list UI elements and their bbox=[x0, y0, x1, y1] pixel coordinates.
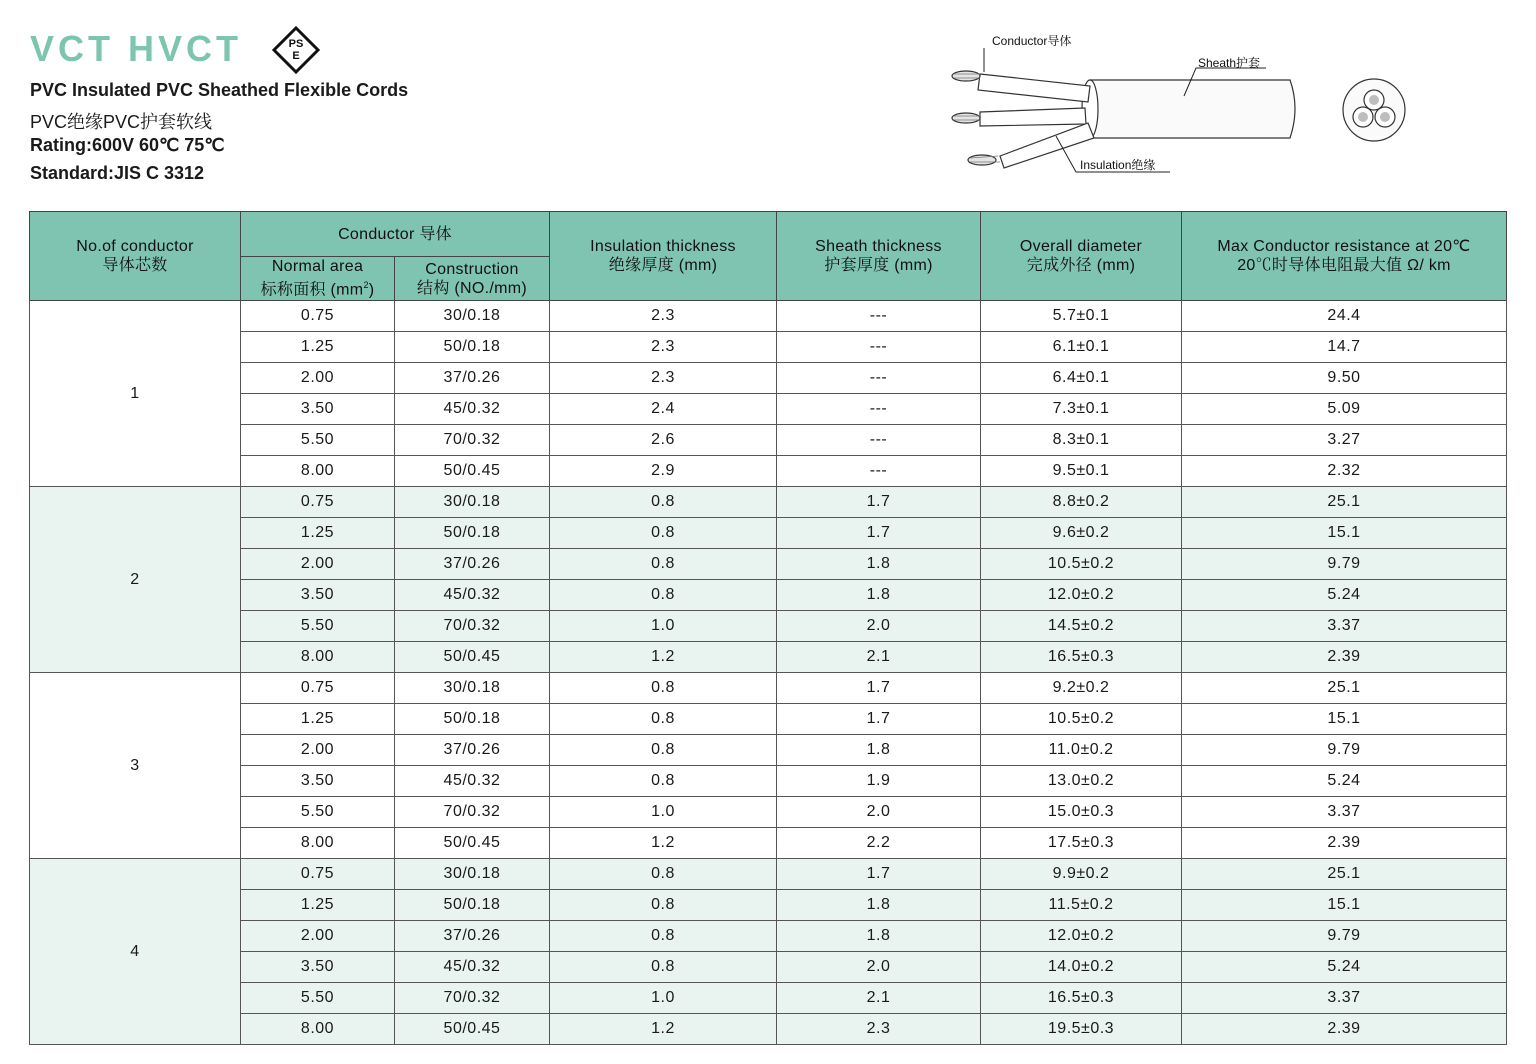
sheath-cell: --- bbox=[777, 456, 981, 487]
normal-area-cell: 3.50 bbox=[241, 766, 395, 797]
resistance-cell: 15.1 bbox=[1182, 890, 1507, 921]
overall-diameter-cell: 10.5±0.2 bbox=[981, 549, 1182, 580]
normal-area-cell: 1.25 bbox=[241, 518, 395, 549]
table-row bbox=[30, 363, 1507, 394]
conductor-count-cell: 1 bbox=[30, 301, 241, 487]
normal-area-cell: 1.25 bbox=[241, 704, 395, 735]
conductor-count-cell: 4 bbox=[30, 859, 241, 1045]
sheath-cell: 2.0 bbox=[777, 952, 981, 983]
table-row bbox=[30, 983, 1507, 1014]
overall-diameter-cell: 9.6±0.2 bbox=[981, 518, 1182, 549]
construction-cell: 70/0.32 bbox=[395, 797, 550, 828]
table-row bbox=[30, 580, 1507, 611]
normal-area-cell: 8.00 bbox=[241, 1014, 395, 1045]
resistance-cell: 3.37 bbox=[1182, 611, 1507, 642]
normal-area-cell: 5.50 bbox=[241, 797, 395, 828]
normal-area-cell: 0.75 bbox=[241, 487, 395, 518]
insulation-cell: 0.8 bbox=[550, 518, 777, 549]
normal-area-cell: 2.00 bbox=[241, 735, 395, 766]
sheath-cell: --- bbox=[777, 394, 981, 425]
construction-cell: 37/0.26 bbox=[395, 363, 550, 394]
construction-cell: 30/0.18 bbox=[395, 859, 550, 890]
insulation-cell: 0.8 bbox=[550, 766, 777, 797]
resistance-cell: 15.1 bbox=[1182, 518, 1507, 549]
resistance-cell: 2.39 bbox=[1182, 828, 1507, 859]
insulation-cell: 2.4 bbox=[550, 394, 777, 425]
construction-cell: 70/0.32 bbox=[395, 611, 550, 642]
resistance-cell: 2.39 bbox=[1182, 642, 1507, 673]
header-sheath-thickness: Sheath thickness 护套厚度 (mm) bbox=[777, 212, 981, 301]
overall-diameter-cell: 8.3±0.1 bbox=[981, 425, 1182, 456]
construction-cell: 50/0.45 bbox=[395, 456, 550, 487]
table-row bbox=[30, 673, 1507, 704]
insulation-cell: 2.3 bbox=[550, 301, 777, 332]
normal-area-cell: 1.25 bbox=[241, 890, 395, 921]
overall-diameter-cell: 15.0±0.3 bbox=[981, 797, 1182, 828]
construction-cell: 50/0.18 bbox=[395, 518, 550, 549]
overall-diameter-cell: 16.5±0.3 bbox=[981, 642, 1182, 673]
table-body bbox=[30, 301, 1507, 1045]
insulation-cell: 1.0 bbox=[550, 797, 777, 828]
normal-area-cell: 3.50 bbox=[241, 580, 395, 611]
table-row bbox=[30, 301, 1507, 332]
sheath-cell: 1.7 bbox=[777, 704, 981, 735]
table-row bbox=[30, 425, 1507, 456]
resistance-cell: 5.24 bbox=[1182, 952, 1507, 983]
insulation-cell: 0.8 bbox=[550, 921, 777, 952]
resistance-cell: 15.1 bbox=[1182, 704, 1507, 735]
sheath-cell: 2.1 bbox=[777, 983, 981, 1014]
sheath-cell: --- bbox=[777, 425, 981, 456]
overall-diameter-cell: 11.0±0.2 bbox=[981, 735, 1182, 766]
insulation-cell: 2.3 bbox=[550, 332, 777, 363]
normal-area-cell: 5.50 bbox=[241, 611, 395, 642]
conductor-count-cell: 2 bbox=[30, 487, 241, 673]
resistance-cell: 5.24 bbox=[1182, 766, 1507, 797]
normal-area-cell: 2.00 bbox=[241, 363, 395, 394]
construction-cell: 37/0.26 bbox=[395, 735, 550, 766]
normal-area-cell: 1.25 bbox=[241, 332, 395, 363]
construction-cell: 37/0.26 bbox=[395, 549, 550, 580]
sheath-cell: 2.0 bbox=[777, 611, 981, 642]
sheath-cell: 1.9 bbox=[777, 766, 981, 797]
product-title: VCT HVCT bbox=[30, 28, 242, 69]
insulation-cell: 0.8 bbox=[550, 580, 777, 611]
resistance-cell: 2.39 bbox=[1182, 1014, 1507, 1045]
table-row bbox=[30, 642, 1507, 673]
sheath-cell: 1.8 bbox=[777, 890, 981, 921]
overall-diameter-cell: 9.9±0.2 bbox=[981, 859, 1182, 890]
construction-cell: 30/0.18 bbox=[395, 301, 550, 332]
insulation-cell: 0.8 bbox=[550, 673, 777, 704]
construction-cell: 45/0.32 bbox=[395, 766, 550, 797]
resistance-cell: 9.50 bbox=[1182, 363, 1507, 394]
sheath-cell: 2.2 bbox=[777, 828, 981, 859]
sheath-label: Sheath护套 bbox=[1198, 56, 1261, 70]
insulation-cell: 1.2 bbox=[550, 1014, 777, 1045]
sheath-cell: --- bbox=[777, 363, 981, 394]
resistance-cell: 9.79 bbox=[1182, 549, 1507, 580]
table-row bbox=[30, 487, 1507, 518]
table-row bbox=[30, 518, 1507, 549]
table-row bbox=[30, 332, 1507, 363]
insulation-cell: 2.6 bbox=[550, 425, 777, 456]
resistance-cell: 5.24 bbox=[1182, 580, 1507, 611]
table-row bbox=[30, 890, 1507, 921]
sheath-cell: 1.7 bbox=[777, 859, 981, 890]
overall-diameter-cell: 5.7±0.1 bbox=[981, 301, 1182, 332]
insulation-cell: 0.8 bbox=[550, 487, 777, 518]
sheath-cell: --- bbox=[777, 332, 981, 363]
overall-diameter-cell: 11.5±0.2 bbox=[981, 890, 1182, 921]
normal-area-cell: 0.75 bbox=[241, 301, 395, 332]
table-row bbox=[30, 1014, 1507, 1045]
svg-text:PS: PS bbox=[288, 38, 304, 50]
table-row bbox=[30, 766, 1507, 797]
overall-diameter-cell: 10.5±0.2 bbox=[981, 704, 1182, 735]
conductor-count-cell: 3 bbox=[30, 673, 241, 859]
resistance-cell: 3.27 bbox=[1182, 425, 1507, 456]
construction-cell: 45/0.32 bbox=[395, 952, 550, 983]
normal-area-cell: 2.00 bbox=[241, 549, 395, 580]
resistance-cell: 25.1 bbox=[1182, 673, 1507, 704]
construction-cell: 70/0.32 bbox=[395, 983, 550, 1014]
construction-cell: 45/0.32 bbox=[395, 394, 550, 425]
table-row bbox=[30, 456, 1507, 487]
resistance-cell: 25.1 bbox=[1182, 487, 1507, 518]
sheath-cell: 2.1 bbox=[777, 642, 981, 673]
normal-area-cell: 3.50 bbox=[241, 394, 395, 425]
overall-diameter-cell: 13.0±0.2 bbox=[981, 766, 1182, 797]
overall-diameter-cell: 16.5±0.3 bbox=[981, 983, 1182, 1014]
sheath-cell: 1.7 bbox=[777, 487, 981, 518]
table-row bbox=[30, 859, 1507, 890]
header-max-resistance: Max Conductor resistance at 20℃ 20℃时导体电阻最大值 Ω/ km bbox=[1182, 212, 1507, 301]
insulation-cell: 2.3 bbox=[550, 363, 777, 394]
construction-cell: 50/0.18 bbox=[395, 704, 550, 735]
normal-area-cell: 5.50 bbox=[241, 425, 395, 456]
insulation-cell: 0.8 bbox=[550, 549, 777, 580]
resistance-cell: 3.37 bbox=[1182, 983, 1507, 1014]
table-row bbox=[30, 735, 1507, 766]
insulation-cell: 0.8 bbox=[550, 704, 777, 735]
sheath-cell: 1.8 bbox=[777, 921, 981, 952]
table-row bbox=[30, 797, 1507, 828]
standard-text: Standard:JIS C 3312 bbox=[30, 163, 205, 183]
overall-diameter-cell: 19.5±0.3 bbox=[981, 1014, 1182, 1045]
construction-cell: 50/0.45 bbox=[395, 642, 550, 673]
sheath-cell: 2.0 bbox=[777, 797, 981, 828]
resistance-cell: 3.37 bbox=[1182, 797, 1507, 828]
construction-cell: 30/0.18 bbox=[395, 487, 550, 518]
subtitle-english: PVC Insulated PVC Sheathed Flexible Cords bbox=[30, 80, 409, 100]
pse-mark-icon bbox=[272, 26, 320, 74]
overall-diameter-cell: 6.4±0.1 bbox=[981, 363, 1182, 394]
overall-diameter-cell: 12.0±0.2 bbox=[981, 921, 1182, 952]
specification-table bbox=[29, 211, 1507, 1045]
sheath-cell: --- bbox=[777, 301, 981, 332]
resistance-cell: 25.1 bbox=[1182, 859, 1507, 890]
normal-area-cell: 3.50 bbox=[241, 952, 395, 983]
rating-text: Rating:600V 60℃ 75℃ bbox=[30, 135, 225, 155]
insulation-cell: 0.8 bbox=[550, 890, 777, 921]
cable-diagram bbox=[940, 28, 1420, 178]
normal-area-cell: 0.75 bbox=[241, 673, 395, 704]
normal-area-cell: 0.75 bbox=[241, 859, 395, 890]
construction-cell: 30/0.18 bbox=[395, 673, 550, 704]
table-row bbox=[30, 611, 1507, 642]
construction-cell: 50/0.45 bbox=[395, 1014, 550, 1045]
header-overall-diameter: Overall diameter 完成外径 (mm) bbox=[981, 212, 1182, 301]
resistance-cell: 9.79 bbox=[1182, 735, 1507, 766]
normal-area-cell: 2.00 bbox=[241, 921, 395, 952]
sheath-cell: 2.3 bbox=[777, 1014, 981, 1045]
construction-cell: 37/0.26 bbox=[395, 921, 550, 952]
header-construction: Construction 结构 (NO./mm) bbox=[395, 257, 550, 301]
resistance-cell: 24.4 bbox=[1182, 301, 1507, 332]
conductor-label: Conductor导体 bbox=[992, 34, 1072, 48]
sheath-cell: 1.8 bbox=[777, 735, 981, 766]
insulation-cell: 0.8 bbox=[550, 952, 777, 983]
table-row bbox=[30, 952, 1507, 983]
insulation-cell: 1.2 bbox=[550, 642, 777, 673]
insulation-cell: 1.0 bbox=[550, 611, 777, 642]
insulation-cell: 0.8 bbox=[550, 735, 777, 766]
resistance-cell: 5.09 bbox=[1182, 394, 1507, 425]
table-row bbox=[30, 704, 1507, 735]
insulation-cell: 2.9 bbox=[550, 456, 777, 487]
construction-cell: 50/0.18 bbox=[395, 332, 550, 363]
sheath-cell: 1.8 bbox=[777, 549, 981, 580]
construction-cell: 50/0.45 bbox=[395, 828, 550, 859]
insulation-cell: 0.8 bbox=[550, 859, 777, 890]
normal-area-cell: 8.00 bbox=[241, 642, 395, 673]
table-row bbox=[30, 828, 1507, 859]
cable-illustration-icon bbox=[940, 28, 1420, 178]
overall-diameter-cell: 6.1±0.1 bbox=[981, 332, 1182, 363]
header-no-conductor: No.of conductor 导体芯数 bbox=[30, 212, 241, 301]
overall-diameter-cell: 9.2±0.2 bbox=[981, 673, 1182, 704]
table-row bbox=[30, 549, 1507, 580]
header-insulation-thickness: Insulation thickness 绝缘厚度 (mm) bbox=[550, 212, 777, 301]
table-row bbox=[30, 921, 1507, 952]
resistance-cell: 2.32 bbox=[1182, 456, 1507, 487]
overall-diameter-cell: 9.5±0.1 bbox=[981, 456, 1182, 487]
normal-area-cell: 5.50 bbox=[241, 983, 395, 1014]
overall-diameter-cell: 8.8±0.2 bbox=[981, 487, 1182, 518]
construction-cell: 50/0.18 bbox=[395, 890, 550, 921]
svg-text:E: E bbox=[292, 50, 300, 62]
resistance-cell: 9.79 bbox=[1182, 921, 1507, 952]
resistance-cell: 14.7 bbox=[1182, 332, 1507, 363]
overall-diameter-cell: 17.5±0.3 bbox=[981, 828, 1182, 859]
sheath-cell: 1.7 bbox=[777, 673, 981, 704]
overall-diameter-cell: 14.0±0.2 bbox=[981, 952, 1182, 983]
insulation-cell: 1.0 bbox=[550, 983, 777, 1014]
sheath-cell: 1.7 bbox=[777, 518, 981, 549]
overall-diameter-cell: 14.5±0.2 bbox=[981, 611, 1182, 642]
overall-diameter-cell: 7.3±0.1 bbox=[981, 394, 1182, 425]
insulation-cell: 1.2 bbox=[550, 828, 777, 859]
construction-cell: 45/0.32 bbox=[395, 580, 550, 611]
normal-area-cell: 8.00 bbox=[241, 828, 395, 859]
subtitle-chinese: PVC绝缘PVC护套软线 bbox=[30, 112, 213, 132]
overall-diameter-cell: 12.0±0.2 bbox=[981, 580, 1182, 611]
header-conductor-group: Conductor 导体 bbox=[241, 212, 550, 257]
construction-cell: 70/0.32 bbox=[395, 425, 550, 456]
table-row bbox=[30, 394, 1507, 425]
insulation-label: Insulation绝缘 bbox=[1080, 158, 1156, 172]
header-normal-area: Normal area 标称面积 $(mm^2)$ bbox=[241, 257, 395, 301]
normal-area-cell: 8.00 bbox=[241, 456, 395, 487]
sheath-cell: 1.8 bbox=[777, 580, 981, 611]
